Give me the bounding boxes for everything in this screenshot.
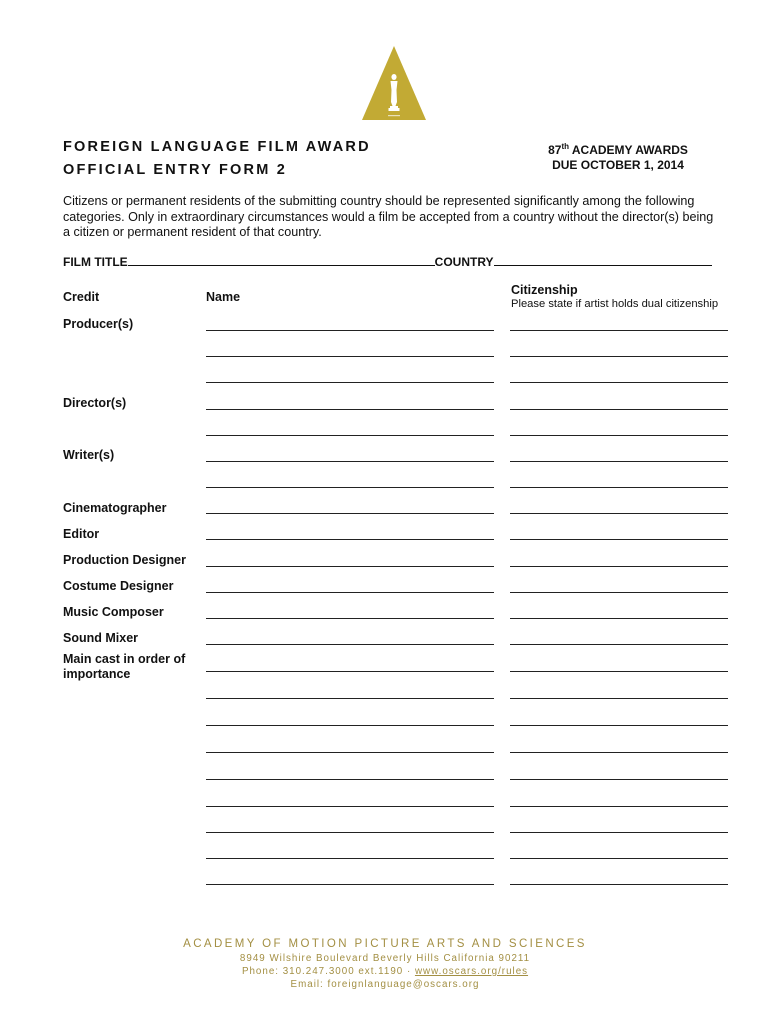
award-name: ACADEMY AWARDS xyxy=(571,143,688,157)
citizenship-header: Citizenship xyxy=(511,283,578,297)
name-field[interactable] xyxy=(206,330,494,331)
credit-label-writers: Writer(s) xyxy=(63,448,115,462)
citizenship-field[interactable] xyxy=(510,330,728,331)
name-field[interactable] xyxy=(206,671,494,672)
footer-website-link[interactable]: www.oscars.org/rules xyxy=(414,966,529,977)
citizenship-field[interactable] xyxy=(510,487,728,488)
credit-label-cinematographer: Cinematographer xyxy=(63,501,167,515)
form-title: FOREIGN LANGUAGE FILM AWARD xyxy=(63,139,371,155)
citizenship-field[interactable] xyxy=(510,698,728,699)
form-subtitle: OFFICIAL ENTRY FORM 2 xyxy=(63,162,287,178)
name-field[interactable] xyxy=(206,698,494,699)
citizenship-field[interactable] xyxy=(510,884,728,885)
name-field[interactable] xyxy=(206,539,494,540)
credit-label-producers: Producer(s) xyxy=(63,317,134,331)
name-field[interactable] xyxy=(206,806,494,807)
oscar-statuette-triangle-icon xyxy=(362,46,426,120)
name-field[interactable] xyxy=(206,884,494,885)
footer-phone: Phone: 310.247.3000 ext.1190 · xyxy=(241,966,415,977)
footer-org-name: ACADEMY OF MOTION PICTURE ARTS AND SCIENCES xyxy=(183,938,587,950)
name-field[interactable] xyxy=(206,356,494,357)
due-date: DUE OCTOBER 1, 2014 xyxy=(552,158,684,172)
citizenship-field[interactable] xyxy=(510,806,728,807)
name-field[interactable] xyxy=(206,779,494,780)
citizenship-field[interactable] xyxy=(510,539,728,540)
award-info xyxy=(498,139,738,173)
intro-paragraph: Citizens or permanent residents of the submitting country should be represented significantly among the following categories. Only in extraordinary circumstances would a film be accepted from a country without the director(s) being a citizen or permanent resident of that country. xyxy=(63,194,714,239)
citizenship-field[interactable] xyxy=(510,671,728,672)
citizenship-field[interactable] xyxy=(510,644,728,645)
credit-label-music-composer: Music Composer xyxy=(63,605,164,619)
country-field[interactable] xyxy=(494,254,712,266)
country-label: COUNTRY xyxy=(434,255,494,269)
citizenship-field[interactable] xyxy=(510,382,728,383)
citizenship-field[interactable] xyxy=(510,461,728,462)
award-suffix: th xyxy=(561,142,569,151)
name-field[interactable] xyxy=(206,409,494,410)
award-name-line xyxy=(498,139,738,158)
film-title-field[interactable] xyxy=(128,254,435,266)
credit-label-sound-mixer: Sound Mixer xyxy=(63,631,139,645)
name-field[interactable] xyxy=(206,644,494,645)
citizenship-field[interactable] xyxy=(510,513,728,514)
citizenship-field[interactable] xyxy=(510,752,728,753)
name-field[interactable] xyxy=(206,461,494,462)
citizenship-field[interactable] xyxy=(510,566,728,567)
citizenship-field[interactable] xyxy=(510,832,728,833)
name-field[interactable] xyxy=(206,513,494,514)
name-field[interactable] xyxy=(206,858,494,859)
credit-label-editor: Editor xyxy=(63,527,100,541)
citizenship-field[interactable] xyxy=(510,618,728,619)
citizenship-field[interactable] xyxy=(510,858,728,859)
citizenship-field[interactable] xyxy=(510,779,728,780)
film-title-label: FILM TITLE xyxy=(63,255,128,269)
name-field[interactable] xyxy=(206,832,494,833)
citizenship-field[interactable] xyxy=(510,356,728,357)
film-title-country-row xyxy=(63,254,712,269)
name-field[interactable] xyxy=(206,566,494,567)
award-number: 87 xyxy=(548,143,562,157)
credit-label-production-designer: Production Designer xyxy=(63,553,186,567)
name-field[interactable] xyxy=(206,435,494,436)
name-header: Name xyxy=(206,290,241,304)
footer-email: Email: foreignlanguage@oscars.org xyxy=(290,979,480,990)
footer-phone-line xyxy=(0,966,770,977)
citizenship-field[interactable] xyxy=(510,725,728,726)
citizenship-field[interactable] xyxy=(510,409,728,410)
name-field[interactable] xyxy=(206,487,494,488)
credit-label-main-cast: Main cast in order of importance xyxy=(63,652,186,681)
name-field[interactable] xyxy=(206,592,494,593)
citizenship-field[interactable] xyxy=(510,592,728,593)
name-field[interactable] xyxy=(206,618,494,619)
name-field[interactable] xyxy=(206,752,494,753)
credit-label-costume-designer: Costume Designer xyxy=(63,579,174,593)
citizenship-field[interactable] xyxy=(510,435,728,436)
name-field[interactable] xyxy=(206,725,494,726)
credit-header: Credit xyxy=(63,290,100,304)
footer-address: 8949 Wilshire Boulevard Beverly Hills California 90211 xyxy=(239,953,531,964)
name-field[interactable] xyxy=(206,382,494,383)
citizenship-note: Please state if artist holds dual citizenship xyxy=(511,298,719,310)
credit-label-directors: Director(s) xyxy=(63,396,127,410)
